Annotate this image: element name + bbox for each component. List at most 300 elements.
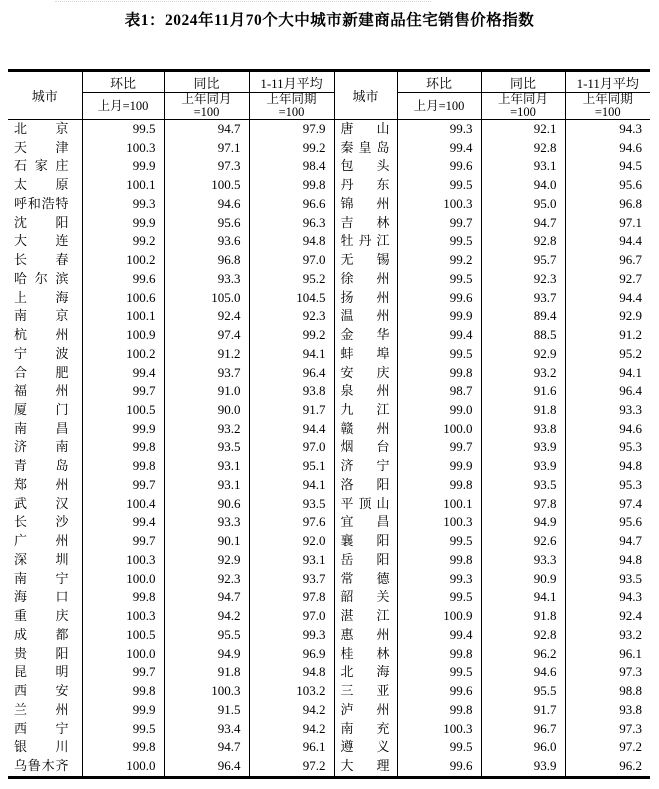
mom-value-cell: 99.5 <box>82 120 164 139</box>
city-name: 深 圳 <box>14 551 69 567</box>
avg-value-cell: 94.8 <box>249 232 334 251</box>
avg-value-cell: 94.6 <box>619 420 642 436</box>
yoy-value-cell: 91.5 <box>164 701 249 720</box>
city-cell <box>8 364 82 383</box>
avg-value-cell: 96.9 <box>249 645 334 664</box>
city-cell <box>8 588 82 607</box>
yoy-value-cell: 91.7 <box>481 701 565 720</box>
header-yoy-right: 同比 <box>481 71 565 93</box>
city-cell <box>334 195 397 214</box>
yoy-value-cell: 93.6 <box>164 232 249 251</box>
yoy-value-cell: 92.9 <box>164 551 249 570</box>
city-name: 大 连 <box>14 233 69 249</box>
avg-value-cell: 98.4 <box>249 157 334 176</box>
mom-value-cell: 99.5 <box>397 588 481 607</box>
header-yoy-base-right: 上年同月 =100 <box>481 93 565 120</box>
city-name: 九 江 <box>340 402 390 418</box>
table-row <box>8 401 650 420</box>
city-name: 乌 鲁 木 齐 <box>14 757 69 773</box>
avg-value-cell: 92.0 <box>249 532 334 551</box>
yoy-value-cell: 92.8 <box>481 626 565 645</box>
table-body <box>8 120 650 778</box>
mom-value-cell: 100.9 <box>82 326 164 345</box>
yoy-value-cell: 95.5 <box>481 682 565 701</box>
city-cell <box>334 214 397 233</box>
table-row <box>8 663 650 682</box>
avg-value-cell: 91.7 <box>249 401 334 420</box>
avg-value-cell: 97.0 <box>249 607 334 626</box>
city-name: 丹 东 <box>340 177 390 193</box>
yoy-value-cell: 94.1 <box>481 588 565 607</box>
city-name: 济 南 <box>14 439 69 455</box>
yoy-value-cell: 93.1 <box>164 476 249 495</box>
city-cell <box>334 251 397 270</box>
yoy-value-cell: 93.3 <box>164 270 249 289</box>
city-name: 唐 山 <box>340 121 390 136</box>
city-cell <box>8 195 82 214</box>
table-row <box>8 495 650 514</box>
city-cell <box>8 251 82 270</box>
city-name: 天 津 <box>14 139 69 155</box>
city-name: 温 州 <box>340 308 390 324</box>
yoy-value-cell: 94.0 <box>481 176 565 195</box>
mom-value-cell: 99.4 <box>82 513 164 532</box>
table-row <box>8 645 650 664</box>
mom-value-cell: 100.3 <box>82 551 164 570</box>
mom-value-cell: 99.8 <box>82 588 164 607</box>
city-name: 桂 林 <box>340 645 390 661</box>
mom-value-cell: 99.8 <box>397 364 481 383</box>
table-row <box>8 682 650 701</box>
city-name: 吉 林 <box>340 214 390 230</box>
avg-value-cell: 94.7 <box>619 533 642 549</box>
yoy-value-cell: 92.8 <box>481 232 565 251</box>
avg-value-cell: 94.4 <box>619 233 642 249</box>
table-row <box>8 289 650 308</box>
city-cell <box>334 401 397 420</box>
yoy-value-cell: 94.7 <box>164 588 249 607</box>
yoy-value-cell: 91.8 <box>481 607 565 626</box>
city-name: 赣 州 <box>340 420 390 436</box>
mom-value-cell: 99.5 <box>82 720 164 739</box>
city-cell <box>334 626 397 645</box>
city-cell <box>334 720 397 739</box>
mom-value-cell: 99.7 <box>397 214 481 233</box>
table-row <box>8 626 650 645</box>
yoy-value-cell: 91.8 <box>164 663 249 682</box>
table-row <box>8 476 650 495</box>
table-row <box>8 532 650 551</box>
city-name: 牡 丹 江 <box>340 233 390 249</box>
yoy-value-cell: 93.9 <box>481 757 565 777</box>
yoy-value-cell: 93.3 <box>481 551 565 570</box>
city-cell <box>334 663 397 682</box>
avg-value-cell: 97.8 <box>249 588 334 607</box>
city-cell <box>8 289 82 308</box>
yoy-value-cell: 91.0 <box>164 382 249 401</box>
yoy-value-cell: 92.1 <box>481 120 565 139</box>
city-name: 厦 门 <box>14 402 69 418</box>
city-name: 沈 阳 <box>14 214 69 230</box>
avg-value-cell: 99.2 <box>249 139 334 158</box>
mom-value-cell: 99.8 <box>397 551 481 570</box>
table-row <box>8 326 650 345</box>
yoy-value-cell: 97.8 <box>481 495 565 514</box>
city-cell <box>334 682 397 701</box>
table-row <box>8 457 650 476</box>
avg-value-cell: 94.1 <box>249 476 334 495</box>
mom-value-cell: 99.7 <box>82 532 164 551</box>
city-name: 泸 州 <box>340 701 390 717</box>
city-name: 海 口 <box>14 589 69 605</box>
avg-value-cell: 93.2 <box>619 626 642 642</box>
city-cell <box>334 232 397 251</box>
city-cell <box>8 232 82 251</box>
city-name: 长 沙 <box>14 514 69 530</box>
avg-value-cell: 96.2 <box>619 757 642 773</box>
city-cell <box>8 157 82 176</box>
city-name: 西 宁 <box>14 720 69 736</box>
city-name: 南 昌 <box>14 420 69 436</box>
avg-value-cell: 103.2 <box>249 682 334 701</box>
city-cell <box>334 757 397 777</box>
yoy-value-cell: 94.2 <box>164 607 249 626</box>
city-cell <box>8 270 82 289</box>
header-yoy-left: 同比 <box>164 71 249 93</box>
header-yoy-base-left: 上年同月 =100 <box>164 93 249 120</box>
table-header <box>8 71 650 120</box>
mom-value-cell: 99.9 <box>82 420 164 439</box>
mom-value-cell: 99.3 <box>397 120 481 139</box>
header-avg-base-left: 上年同期 =100 <box>249 93 334 120</box>
city-name: 无 锡 <box>340 252 390 268</box>
yoy-value-cell: 89.4 <box>481 307 565 326</box>
city-cell <box>334 420 397 439</box>
mom-value-cell: 100.3 <box>397 720 481 739</box>
yoy-value-cell: 93.7 <box>481 289 565 308</box>
avg-value-cell: 92.9 <box>619 308 642 324</box>
table-row <box>8 738 650 757</box>
city-name: 合 肥 <box>14 364 69 380</box>
mom-value-cell: 99.4 <box>82 364 164 383</box>
avg-value-cell: 97.0 <box>249 438 334 457</box>
avg-value-cell: 97.9 <box>249 120 334 139</box>
avg-value-cell: 93.8 <box>249 382 334 401</box>
city-name: 杭 州 <box>14 327 69 343</box>
city-name: 青 岛 <box>14 458 69 474</box>
avg-value-cell: 95.2 <box>249 270 334 289</box>
header-city-left: 城市 <box>8 71 82 120</box>
mom-value-cell: 99.5 <box>397 232 481 251</box>
city-cell <box>8 214 82 233</box>
avg-value-cell: 93.5 <box>619 570 642 586</box>
city-name: 徐 州 <box>340 270 390 286</box>
yoy-value-cell: 100.5 <box>164 176 249 195</box>
header-sub-row <box>8 93 650 120</box>
avg-value-cell: 96.4 <box>249 364 334 383</box>
avg-value-cell: 95.2 <box>619 345 642 361</box>
price-index-table <box>8 69 650 779</box>
city-cell <box>334 382 397 401</box>
yoy-value-cell: 90.1 <box>164 532 249 551</box>
city-name: 福 州 <box>14 383 69 399</box>
mom-value-cell: 99.6 <box>397 289 481 308</box>
city-cell <box>334 570 397 589</box>
mom-value-cell: 100.2 <box>82 345 164 364</box>
city-name: 太 原 <box>14 177 69 193</box>
table-row <box>8 364 650 383</box>
avg-value-cell: 91.2 <box>619 327 642 343</box>
yoy-value-cell: 96.4 <box>164 757 249 777</box>
yoy-value-cell: 96.8 <box>164 251 249 270</box>
city-name: 三 亚 <box>340 683 390 699</box>
yoy-value-cell: 94.6 <box>164 195 249 214</box>
city-name: 哈 尔 滨 <box>14 270 69 286</box>
yoy-value-cell: 90.9 <box>481 570 565 589</box>
yoy-value-cell: 97.4 <box>164 326 249 345</box>
avg-value-cell: 97.1 <box>619 214 642 230</box>
city-name: 北 京 <box>14 121 69 136</box>
city-name: 岳 阳 <box>340 551 390 567</box>
top-edge-artifact <box>55 1 431 2</box>
mom-value-cell: 100.4 <box>82 495 164 514</box>
city-cell <box>8 120 82 139</box>
yoy-value-cell: 96.2 <box>481 645 565 664</box>
avg-value-cell: 94.8 <box>619 458 642 474</box>
city-cell <box>8 438 82 457</box>
city-cell <box>334 289 397 308</box>
city-name: 宜 昌 <box>340 514 390 530</box>
table-row <box>8 120 650 139</box>
yoy-value-cell: 94.7 <box>481 214 565 233</box>
city-name: 南 宁 <box>14 570 69 586</box>
avg-value-cell: 98.8 <box>619 683 642 699</box>
header-avg-left: 1-11月平均 <box>249 71 334 93</box>
city-cell <box>334 476 397 495</box>
table-row <box>8 757 650 777</box>
city-cell <box>334 588 397 607</box>
yoy-value-cell: 88.5 <box>481 326 565 345</box>
city-cell <box>8 757 82 777</box>
city-cell <box>8 382 82 401</box>
city-cell <box>8 307 82 326</box>
avg-value-cell: 94.3 <box>619 121 642 136</box>
city-cell <box>8 551 82 570</box>
avg-value-cell: 94.5 <box>619 158 642 174</box>
table-row <box>8 701 650 720</box>
city-cell <box>8 495 82 514</box>
mom-value-cell: 99.5 <box>397 176 481 195</box>
yoy-value-cell: 93.4 <box>164 720 249 739</box>
mom-value-cell: 99.5 <box>397 738 481 757</box>
city-cell <box>8 720 82 739</box>
city-name: 湛 江 <box>340 608 390 624</box>
avg-value-cell: 92.3 <box>249 307 334 326</box>
mom-value-cell: 100.2 <box>82 251 164 270</box>
yoy-value-cell: 91.6 <box>481 382 565 401</box>
header-mom-left: 环比 <box>82 71 164 93</box>
city-name: 常 德 <box>340 570 390 586</box>
mom-value-cell: 100.3 <box>397 195 481 214</box>
city-name: 秦 皇 岛 <box>340 139 390 155</box>
mom-value-cell: 99.9 <box>82 701 164 720</box>
avg-value-cell: 99.8 <box>249 176 334 195</box>
mom-value-cell: 99.9 <box>82 157 164 176</box>
table-row <box>8 570 650 589</box>
mom-value-cell: 100.1 <box>82 176 164 195</box>
city-name: 银 川 <box>14 739 69 755</box>
yoy-value-cell: 91.2 <box>164 345 249 364</box>
city-name: 包 头 <box>340 158 390 174</box>
yoy-value-cell: 90.6 <box>164 495 249 514</box>
table-row <box>8 382 650 401</box>
city-cell <box>8 326 82 345</box>
avg-value-cell: 96.4 <box>619 383 642 399</box>
yoy-value-cell: 94.7 <box>164 738 249 757</box>
yoy-value-cell: 97.1 <box>164 139 249 158</box>
city-cell <box>8 607 82 626</box>
yoy-value-cell: 96.7 <box>481 720 565 739</box>
mom-value-cell: 99.2 <box>397 251 481 270</box>
mom-value-cell: 100.3 <box>82 139 164 158</box>
city-cell <box>8 532 82 551</box>
city-cell <box>334 532 397 551</box>
avg-value-cell: 95.6 <box>619 177 642 193</box>
mom-value-cell: 99.6 <box>82 270 164 289</box>
table-row <box>8 588 650 607</box>
city-cell <box>334 345 397 364</box>
avg-value-cell: 97.3 <box>619 720 642 736</box>
avg-value-cell: 97.2 <box>249 757 334 777</box>
yoy-value-cell: 95.6 <box>164 214 249 233</box>
table-row <box>8 607 650 626</box>
yoy-value-cell: 92.9 <box>481 345 565 364</box>
city-name: 武 汉 <box>14 495 69 511</box>
city-cell <box>334 513 397 532</box>
avg-value-cell: 96.1 <box>619 645 642 661</box>
city-name: 兰 州 <box>14 701 69 717</box>
mom-value-cell: 99.7 <box>397 438 481 457</box>
yoy-value-cell: 100.3 <box>164 682 249 701</box>
yoy-value-cell: 92.6 <box>481 532 565 551</box>
yoy-value-cell: 93.9 <box>481 457 565 476</box>
table-row <box>8 307 650 326</box>
mom-value-cell: 100.1 <box>82 307 164 326</box>
yoy-value-cell: 93.7 <box>164 364 249 383</box>
avg-value-cell: 104.5 <box>249 289 334 308</box>
mom-value-cell: 99.5 <box>397 270 481 289</box>
city-cell <box>8 626 82 645</box>
city-name: 呼 和 浩 特 <box>14 195 69 211</box>
mom-value-cell: 99.6 <box>397 757 481 777</box>
yoy-value-cell: 93.1 <box>481 157 565 176</box>
mom-value-cell: 100.0 <box>82 645 164 664</box>
city-name: 郑 州 <box>14 476 69 492</box>
header-mom-base-right: 上月=100 <box>397 93 481 120</box>
avg-value-cell: 97.3 <box>619 664 642 680</box>
mom-value-cell: 99.2 <box>82 232 164 251</box>
city-name: 锦 州 <box>340 195 390 211</box>
mom-value-cell: 99.0 <box>397 401 481 420</box>
city-cell <box>8 176 82 195</box>
yoy-value-cell: 92.8 <box>481 139 565 158</box>
city-cell <box>334 176 397 195</box>
city-name: 昆 明 <box>14 664 69 680</box>
city-cell <box>8 401 82 420</box>
city-cell <box>334 438 397 457</box>
table-row <box>8 551 650 570</box>
yoy-value-cell: 93.5 <box>481 476 565 495</box>
yoy-value-cell: 93.3 <box>164 513 249 532</box>
city-cell <box>8 682 82 701</box>
mom-value-cell: 100.0 <box>397 420 481 439</box>
city-name: 蚌 埠 <box>340 345 390 361</box>
city-name: 成 都 <box>14 626 69 642</box>
table-row <box>8 195 650 214</box>
yoy-value-cell: 93.2 <box>481 364 565 383</box>
mom-value-cell: 100.6 <box>82 289 164 308</box>
city-cell <box>334 139 397 158</box>
avg-value-cell: 94.8 <box>619 551 642 567</box>
city-name: 西 安 <box>14 683 69 699</box>
city-name: 遵 义 <box>340 739 390 755</box>
yoy-value-cell: 93.5 <box>164 438 249 457</box>
table-row <box>8 513 650 532</box>
mom-value-cell: 99.6 <box>397 157 481 176</box>
city-cell <box>334 307 397 326</box>
city-name: 泉 州 <box>340 383 390 399</box>
avg-value-cell: 96.8 <box>619 195 642 211</box>
yoy-value-cell: 93.9 <box>481 438 565 457</box>
city-cell <box>334 157 397 176</box>
city-name: 长 春 <box>14 252 69 268</box>
city-name: 平 顶 山 <box>340 495 390 511</box>
city-name: 惠 州 <box>340 626 390 642</box>
mom-value-cell: 99.8 <box>397 476 481 495</box>
mom-value-cell: 98.7 <box>397 382 481 401</box>
yoy-value-cell: 93.1 <box>164 457 249 476</box>
avg-value-cell: 94.8 <box>249 663 334 682</box>
avg-value-cell: 94.2 <box>249 720 334 739</box>
city-name: 烟 台 <box>340 439 390 455</box>
yoy-value-cell: 92.4 <box>164 307 249 326</box>
avg-value-cell: 93.3 <box>619 402 642 418</box>
avg-value-cell: 96.6 <box>249 195 334 214</box>
yoy-value-cell: 105.0 <box>164 289 249 308</box>
city-name: 宁 波 <box>14 345 69 361</box>
table-row <box>8 232 650 251</box>
table-row <box>8 157 650 176</box>
city-name: 济 宁 <box>340 458 390 474</box>
mom-value-cell: 99.5 <box>397 532 481 551</box>
mom-value-cell: 100.9 <box>397 607 481 626</box>
mom-value-cell: 99.9 <box>82 214 164 233</box>
yoy-value-cell: 92.3 <box>481 270 565 289</box>
table-row <box>8 345 650 364</box>
avg-value-cell: 94.1 <box>249 345 334 364</box>
yoy-value-cell: 95.7 <box>481 251 565 270</box>
table-row <box>8 438 650 457</box>
mom-value-cell: 99.7 <box>82 663 164 682</box>
yoy-value-cell: 92.3 <box>164 570 249 589</box>
city-cell <box>8 420 82 439</box>
avg-value-cell: 94.4 <box>619 289 642 305</box>
city-name: 重 庆 <box>14 608 69 624</box>
avg-value-cell: 96.7 <box>619 252 642 268</box>
table-row <box>8 176 650 195</box>
avg-value-cell: 97.2 <box>619 739 642 755</box>
mom-value-cell: 100.5 <box>82 401 164 420</box>
